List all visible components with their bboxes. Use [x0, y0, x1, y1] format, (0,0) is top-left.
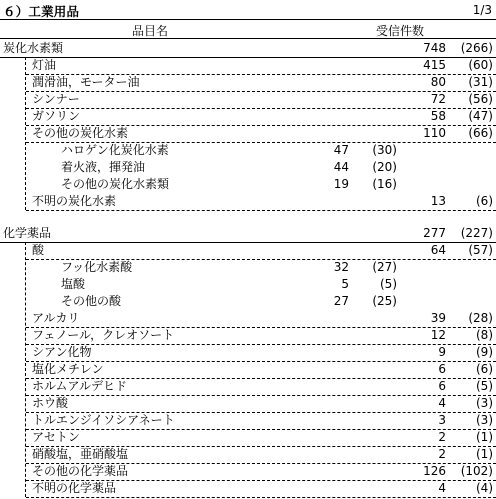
table-row — [0, 159, 496, 176]
table-row — [0, 310, 496, 327]
row-label: その他の化学薬品 — [32, 464, 129, 478]
count-parenthetical: (6) — [476, 362, 493, 376]
count-total: 126 — [423, 464, 446, 478]
table-row — [0, 125, 496, 142]
table-row — [0, 91, 496, 108]
row-label: トルエンジイソシアネート — [32, 413, 175, 427]
count-total: 9 — [438, 345, 446, 359]
count-total: 277 — [423, 226, 446, 240]
table-row — [0, 259, 496, 276]
count-parenthetical: (3) — [476, 396, 493, 410]
table-row — [0, 463, 496, 480]
count-parenthetical: (1) — [476, 430, 493, 444]
count-total: 80 — [430, 75, 446, 89]
count-total: 64 — [430, 243, 446, 257]
row-label: その他の炭化水素類 — [61, 177, 170, 191]
count-total: 3 — [438, 413, 446, 427]
subcount-parenthetical: (25) — [372, 294, 397, 308]
table-row — [0, 344, 496, 361]
count-parenthetical: (1) — [476, 447, 493, 461]
table-row — [0, 193, 496, 210]
table-row — [0, 361, 496, 378]
count-parenthetical: (5) — [476, 379, 493, 393]
count-parenthetical: (227) — [460, 226, 493, 240]
table-row — [0, 225, 496, 242]
table-row — [0, 176, 496, 193]
row-label: フェノール，クレオソート — [32, 328, 175, 342]
table-row — [0, 327, 496, 344]
table-row — [0, 242, 496, 259]
subcount-parenthetical: (16) — [372, 177, 397, 191]
count-total: 4 — [438, 481, 446, 495]
column-header-item-name: 品目名 — [132, 24, 169, 38]
row-label: 硝酸塩，亜硝酸塩 — [32, 447, 129, 461]
row-label: 塩酸 — [61, 277, 86, 291]
row-label: ガソリン — [32, 109, 81, 123]
table-row — [0, 429, 496, 446]
count-parenthetical: (56) — [468, 92, 493, 106]
count-parenthetical: (6) — [476, 194, 493, 208]
section-indent-guide — [25, 242, 26, 497]
row-label: ホウ酸 — [32, 396, 69, 410]
count-parenthetical: (57) — [468, 243, 493, 257]
row-label: 酸 — [32, 243, 45, 257]
count-parenthetical: (102) — [460, 464, 493, 478]
row-label: 不明の炭化水素 — [32, 194, 117, 208]
count-total: 12 — [430, 328, 446, 342]
row-label: 潤滑油，モーター油 — [32, 75, 140, 89]
table-row — [0, 480, 496, 497]
count-total: 415 — [423, 58, 446, 72]
row-label: アルカリ — [32, 311, 80, 325]
table-row — [0, 40, 496, 57]
count-parenthetical: (28) — [468, 311, 493, 325]
row-label: 着火液，揮発油 — [61, 160, 146, 174]
count-parenthetical: (9) — [476, 345, 493, 359]
row-label: 不明の化学薬品 — [32, 481, 117, 495]
section-indent-guide — [25, 57, 26, 210]
column-header-count: 受信件数 — [376, 24, 425, 38]
subcount-parenthetical: (27) — [372, 260, 397, 274]
count-total: 110 — [423, 126, 446, 140]
row-label: シンナー — [32, 92, 80, 106]
row-label: ハロゲン化炭化水素 — [61, 143, 169, 157]
subcount: 32 — [333, 260, 349, 274]
count-total: 58 — [430, 109, 446, 123]
count-parenthetical: (4) — [476, 481, 493, 495]
count-parenthetical: (66) — [468, 126, 493, 140]
count-parenthetical: (31) — [468, 75, 493, 89]
table-title: ６）工業用品 — [3, 4, 80, 19]
row-label: フッ化水素酸 — [61, 260, 133, 274]
table-row — [0, 108, 496, 125]
count-total: 6 — [438, 379, 446, 393]
subcount-parenthetical: (5) — [380, 277, 397, 291]
count-total: 72 — [430, 92, 446, 106]
count-total: 2 — [438, 430, 446, 444]
page-number: 1/3 — [472, 3, 492, 17]
count-parenthetical: (8) — [476, 328, 493, 342]
row-label: 化学薬品 — [3, 226, 52, 240]
count-total: 13 — [430, 194, 446, 208]
row-label: 灯油 — [32, 58, 57, 72]
table-row — [0, 74, 496, 91]
header-top-rule — [0, 19, 496, 20]
count-total: 2 — [438, 447, 446, 461]
row-label: アセトン — [32, 430, 80, 444]
count-total: 748 — [423, 41, 446, 55]
subcount: 19 — [333, 177, 349, 191]
count-total: 6 — [438, 362, 446, 376]
row-label: ホルムアルデヒド — [32, 379, 128, 393]
count-total: 4 — [438, 396, 446, 410]
subcount-parenthetical: (20) — [372, 160, 397, 174]
table-row — [0, 142, 496, 159]
count-total: 39 — [430, 311, 446, 325]
header-bottom-rule — [0, 38, 496, 39]
row-label: その他の酸 — [61, 294, 122, 308]
row-divider — [26, 497, 496, 498]
subcount: 47 — [333, 143, 349, 157]
count-parenthetical: (47) — [468, 109, 493, 123]
subcount: 5 — [341, 277, 349, 291]
row-label: その他の炭化水素 — [32, 126, 129, 140]
table-row — [0, 378, 496, 395]
row-label: シアン化物 — [32, 345, 92, 359]
table-row — [0, 412, 496, 429]
table-row — [0, 57, 496, 74]
count-parenthetical: (60) — [468, 58, 493, 72]
subcount: 27 — [333, 294, 349, 308]
subcount: 44 — [333, 160, 349, 174]
table-row — [0, 446, 496, 463]
row-label: 炭化水素類 — [3, 41, 64, 55]
table-row — [0, 293, 496, 310]
row-label: 塩化メチレン — [32, 362, 104, 376]
count-parenthetical: (266) — [460, 41, 493, 55]
row-divider — [26, 210, 496, 211]
count-parenthetical: (3) — [476, 413, 493, 427]
subcount-parenthetical: (30) — [372, 143, 397, 157]
table-row — [0, 395, 496, 412]
table-row — [0, 276, 496, 293]
